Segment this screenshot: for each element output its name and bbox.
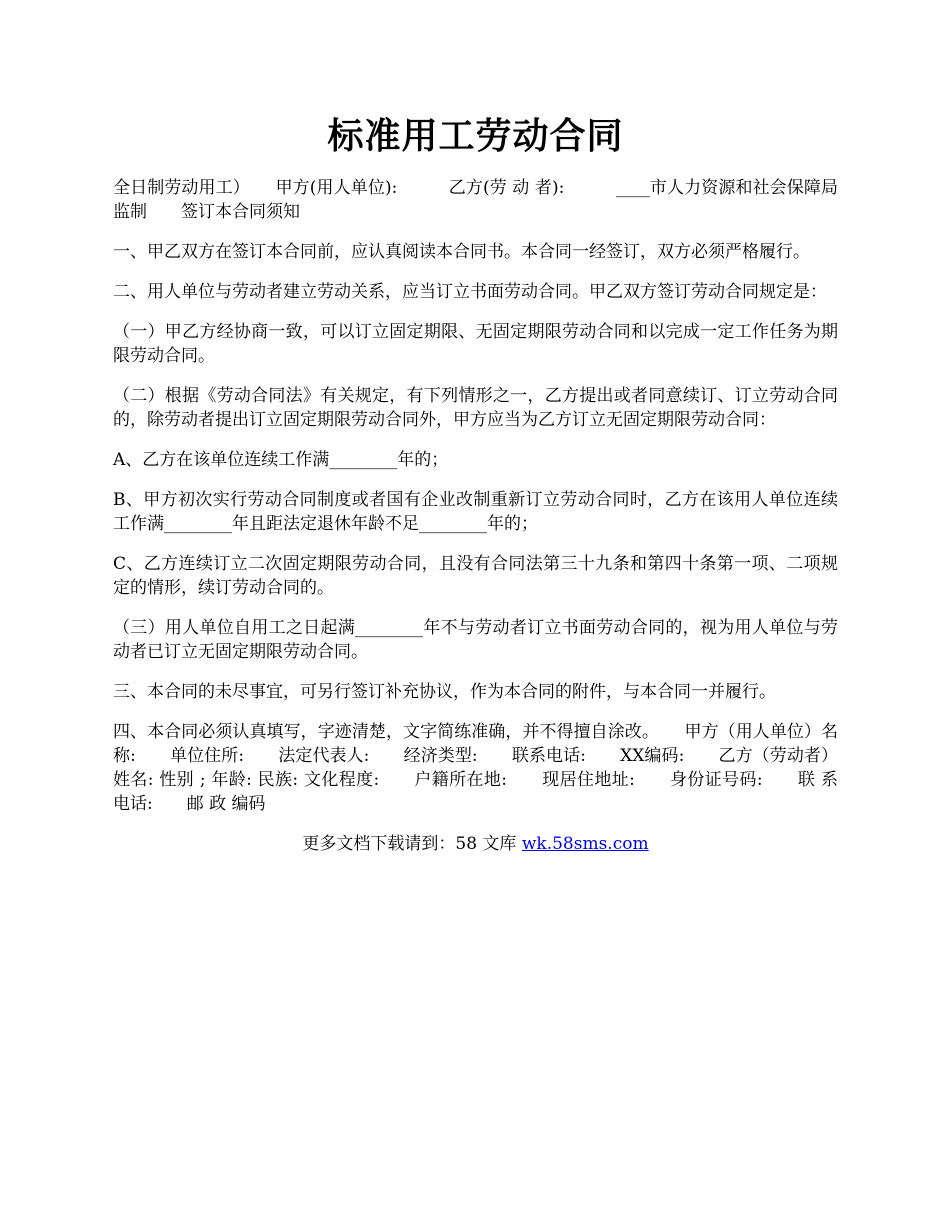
paragraph-item-c: C、乙方连续订立二次固定期限劳动合同，且没有合同法第三十九条和第四十条第一项、二项规定的情形，续订劳动合同的。	[113, 554, 838, 598]
footer-text: 更多文档下载请到：58 文库	[302, 834, 522, 854]
paragraph-item-b: B、甲方初次实行劳动合同制度或者国有企业改制重新订立劳动合同时，乙方在该用人单位连续工作满________年且距法定退休年龄不足________年的；	[113, 490, 838, 534]
paragraph-2: 二、用人单位与劳动者建立劳动关系，应当订立书面劳动合同。甲乙双方签订劳动合同规定是：	[113, 282, 827, 302]
paragraph-2-3: （三）用人单位自用工之日起满________年不与劳动者订立书面劳动合同的，视为用人单位与劳动者已订立无固定期限劳动合同。	[113, 618, 838, 662]
paragraph-2-1: （一）甲乙方经协商一致，可以订立固定期限、无固定期限劳动合同和以完成一定工作任务为期限劳动合同。	[113, 322, 838, 366]
paragraph-intro: 全日制劳动用工） 甲方(用人单位): 乙方(劳 动 者): ____市人力资源和社会保障局监制 签订本合同须知	[113, 178, 838, 222]
document-title: 标准用工劳动合同	[327, 115, 624, 157]
footer	[113, 832, 838, 856]
paragraph-1: 一、甲乙双方在签订本合同前，应认真阅读本合同书。本合同一经签订，双方必须严格履行。	[113, 242, 810, 262]
paragraph-3: 三、本合同的未尽事宜，可另行签订补充协议，作为本合同的附件，与本合同一并履行。	[113, 682, 776, 702]
paragraph-item-a: A、乙方在该单位连续工作满________年的；	[113, 450, 449, 470]
footer-link[interactable]: wk.58sms.com	[521, 834, 649, 854]
paragraph-2-2: （二）根据《劳动合同法》有关规定，有下列情形之一，乙方提出或者同意续订、订立劳动合同的，除劳动者提出订立固定期限劳动合同外，甲方应当为乙方订立无固定期限劳动合同：	[113, 386, 838, 430]
paragraph-4: 四、本合同必须认真填写，字迹清楚，文字简练准确，并不得擅自涂改。 甲方（用人单位）名 称: 单位住所: 法定代表人: 经济类型: 联系电话: XX编码: 乙方（劳动者）姓名: 性别 ; 年龄: 民族: 文化程度: 户籍所在地: 现居住地址: 身份证号码: 联 系 电话: 邮 政 编码	[113, 722, 838, 814]
